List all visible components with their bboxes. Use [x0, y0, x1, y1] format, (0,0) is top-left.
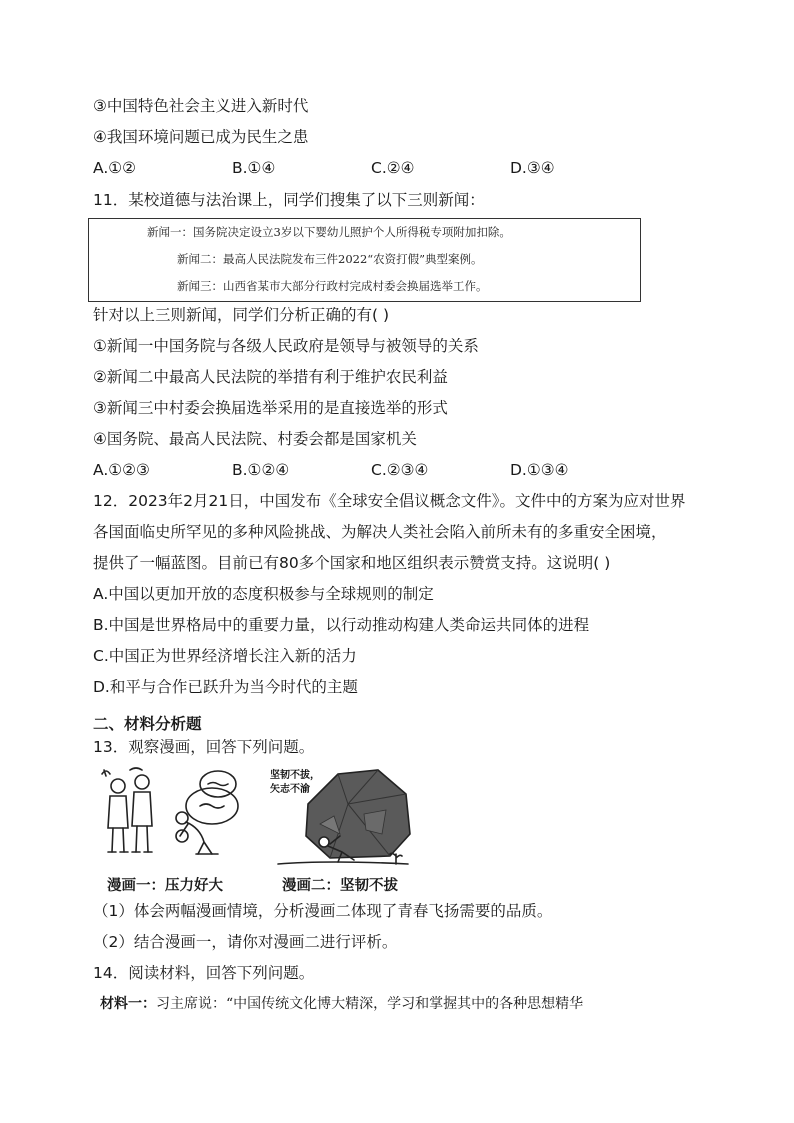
news-item-3: 新闻三：山西省某市大部分行政村完成村委会换届选举工作。 — [177, 279, 488, 293]
material-text: 习主席说：“中国传统文化博大精深，学习和掌握其中的各种思想精华 — [156, 996, 584, 1012]
q10-option-c: C.②④ — [371, 159, 415, 177]
cartoon-2-caption: 漫画二：坚韧不拔 — [282, 878, 398, 894]
q12-option-b: B.中国是世界格局中的重要力量，以行动推动构建人类命运共同体的进程 — [93, 616, 590, 634]
q11-question: 针对以上三则新闻，同学们分析正确的有( ) — [93, 306, 390, 324]
q11-item-4: ④国务院、最高人民法院、村委会都是国家机关 — [93, 430, 417, 448]
news-item-1: 新闻一：国务院决定设立3岁以下婴幼儿照护个人所得税专项附加扣除。 — [147, 225, 511, 239]
q14-stem: 14．阅读材料，回答下列问题。 — [93, 964, 315, 982]
cartoon-perseverance-illustration — [268, 764, 418, 868]
section-heading: 二、材料分析题 — [93, 715, 202, 733]
cartoon-1-caption: 漫画一：压力好大 — [107, 878, 223, 894]
q11-option-c: C.②③④ — [371, 461, 429, 479]
news-item-2: 新闻二：最高人民法院发布三件2022“农资打假”典型案例。 — [177, 252, 483, 266]
q14-material-1 — [100, 993, 583, 1013]
cartoon-2-text-2: 矢志不渝 — [270, 784, 310, 795]
q12-option-d: D.和平与合作已跃升为当今时代的主题 — [93, 678, 358, 696]
q13-sub-1: （1）体会两幅漫画情境，分析漫画二体现了青春飞扬需要的品质。 — [93, 902, 553, 920]
q12-line-2: 各国面临史所罕见的多种风险挑战、为解决人类社会陷入前所未有的多重安全困境， — [93, 523, 667, 541]
q11-options — [93, 460, 693, 480]
q10-options — [93, 158, 693, 178]
cartoon-pressure-illustration — [100, 766, 250, 866]
q10-item-3: ③中国特色社会主义进入新时代 — [93, 97, 309, 115]
q13-stem: 13．观察漫画，回答下列问题。 — [93, 738, 315, 756]
news-box — [88, 218, 641, 302]
q10-item-4: ④我国环境问题已成为民生之患 — [93, 128, 309, 146]
q12-line-3: 提供了一幅蓝图。目前已有80多个国家和地区组织表示赞赏支持。这说明( ) — [93, 554, 611, 572]
q11-item-2: ②新闻二中最高人民法院的举措有利于维护农民利益 — [93, 368, 448, 386]
q11-item-1: ①新闻一中国务院与各级人民政府是领导与被领导的关系 — [93, 337, 479, 355]
q11-option-a: A.①②③ — [93, 461, 150, 479]
q12-option-c: C.中国正为世界经济增长注入新的活力 — [93, 647, 357, 665]
q11-stem: 11．某校道德与法治课上，同学们搜集了以下三则新闻： — [93, 191, 485, 209]
q12-option-a: A.中国以更加开放的态度积极参与全球规则的制定 — [93, 585, 434, 603]
q10-option-b: B.①④ — [232, 159, 276, 177]
q10-option-d: D.③④ — [510, 159, 555, 177]
q11-option-d: D.①③④ — [510, 461, 569, 479]
cartoon-2-text-1: 坚韧不拔， — [270, 770, 320, 781]
q12-line-1: 12．2023年2月21日，中国发布《全球安全倡议概念文件》。文件中的方案为应对世界 — [93, 492, 686, 510]
q10-option-a: A.①② — [93, 159, 137, 177]
q11-option-b: B.①②④ — [232, 461, 290, 479]
material-label: 材料一： — [100, 996, 156, 1012]
q13-sub-2: （2）结合漫画一，请你对漫画二进行评析。 — [93, 933, 398, 951]
q11-item-3: ③新闻三中村委会换届选举采用的是直接选举的形式 — [93, 399, 448, 417]
